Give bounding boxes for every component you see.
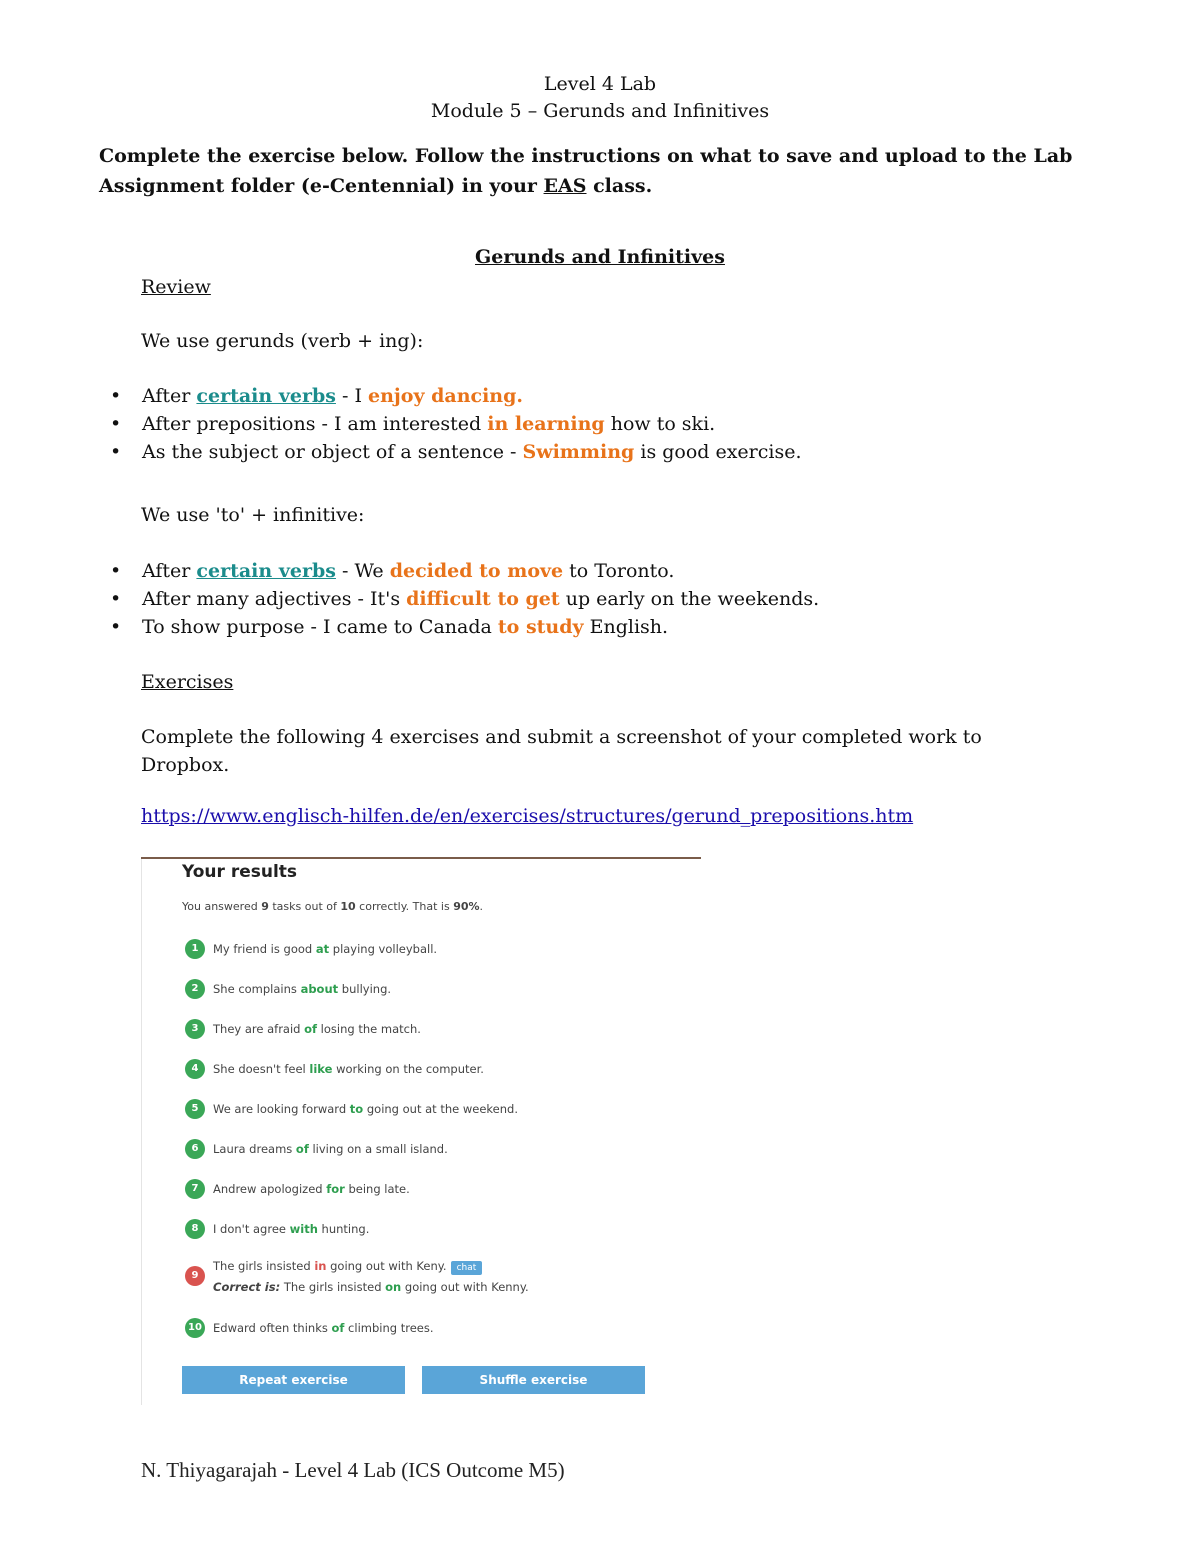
correct-badge-icon: 6 — [185, 1139, 205, 1159]
correct-badge-icon: 8 — [185, 1219, 205, 1239]
intro-text-2: class. — [586, 175, 653, 197]
section-title: Gerunds and Infinitives — [475, 246, 725, 268]
wrong-badge-icon: 9 — [185, 1266, 205, 1286]
bullet-icon: • — [110, 560, 122, 582]
correct-badge-icon: 2 — [185, 979, 205, 999]
intro-instructions — [99, 141, 1099, 201]
correct-badge-icon: 10 — [185, 1318, 205, 1338]
list-item: • As the subject or object of a sentence - Swimming is good exercise. — [99, 438, 802, 466]
bullet-icon: • — [110, 616, 122, 638]
gerunds-intro: We use gerunds (verb + ing): — [141, 330, 424, 352]
gerunds-list — [99, 382, 802, 466]
results-title: Your results — [182, 862, 298, 882]
correct-badge-icon: 1 — [185, 939, 205, 959]
bullet-icon: • — [110, 588, 122, 610]
exercises-heading: Exercises — [141, 671, 234, 693]
list-item: • To show purpose - I came to Canada to study English. — [99, 613, 819, 641]
correct-badge-icon: 5 — [185, 1099, 205, 1119]
bullet-icon: • — [110, 413, 122, 435]
divider — [141, 857, 701, 859]
document-subtitle: Module 5 – Gerunds and Infinitives — [430, 100, 770, 122]
page-footer: N. Thiyagarajah - Level 4 Lab (ICS Outcome M5) — [141, 1458, 565, 1482]
list-item: • After certain verbs - I enjoy dancing. — [99, 382, 802, 410]
shuffle-exercise-button[interactable]: Shuffle exercise — [422, 1366, 645, 1394]
exercise-url-link[interactable]: https://www.englisch-hilfen.de/en/exercises/structures/gerund_prepositions.htm — [141, 805, 914, 827]
repeat-exercise-button[interactable]: Repeat exercise — [182, 1366, 405, 1394]
certain-verbs-link[interactable]: certain verbs — [196, 385, 336, 407]
certain-verbs-link[interactable]: certain verbs — [196, 560, 336, 582]
correct-badge-icon: 3 — [185, 1019, 205, 1039]
infinitives-list — [99, 557, 819, 641]
document-title: Level 4 Lab — [543, 73, 657, 95]
list-item: • After prepositions - I am interested in learning how to ski. — [99, 410, 802, 438]
divider — [141, 859, 142, 1405]
bullet-icon: • — [110, 385, 122, 407]
results-screenshot: Your results You answered 9 tasks out of 10 correctly. That is 90%. 1 My friend is good at playing volleyball. 2 She complains about bullying. 3 They are afraid of losing the match. 4 She doesn't feel like working on the computer. 5 We are looking forward to going out at the weekend. 6 Laura dreams of living on a small island. 7 Andrew apologized for being late. 8 I don't agree with hunting. 9 The girls insisted in going out with Keny. chat Correct is: The girls insisted on going out with Kenny. 10 Edward often thinks of climbing trees. Repeat exercise Shuffle exercise — [141, 857, 701, 1405]
exercises-instructions: Complete the following 4 exercises and submit a screenshot of your completed work to Dropbox. — [141, 726, 982, 776]
bullet-icon: • — [110, 441, 122, 463]
correct-badge-icon: 7 — [185, 1179, 205, 1199]
intro-text-1: Complete the exercise below. Follow the instructions on what to save and upload to the Lab Assignment folder (e-Centennial) in your — [99, 145, 1073, 197]
infinitives-intro: We use 'to' + infinitive: — [141, 504, 365, 526]
review-heading: Review — [141, 276, 211, 298]
results-summary: You answered 9 tasks out of 10 correctly. That is 90%. — [182, 900, 484, 913]
correct-badge-icon: 4 — [185, 1059, 205, 1079]
list-item: • After many adjectives - It's difficult to get up early on the weekends. — [99, 585, 819, 613]
chat-tag[interactable]: chat — [451, 1261, 483, 1275]
list-item: • After certain verbs - We decided to move to Toronto. — [99, 557, 819, 585]
eas-class-label: EAS — [543, 175, 587, 197]
